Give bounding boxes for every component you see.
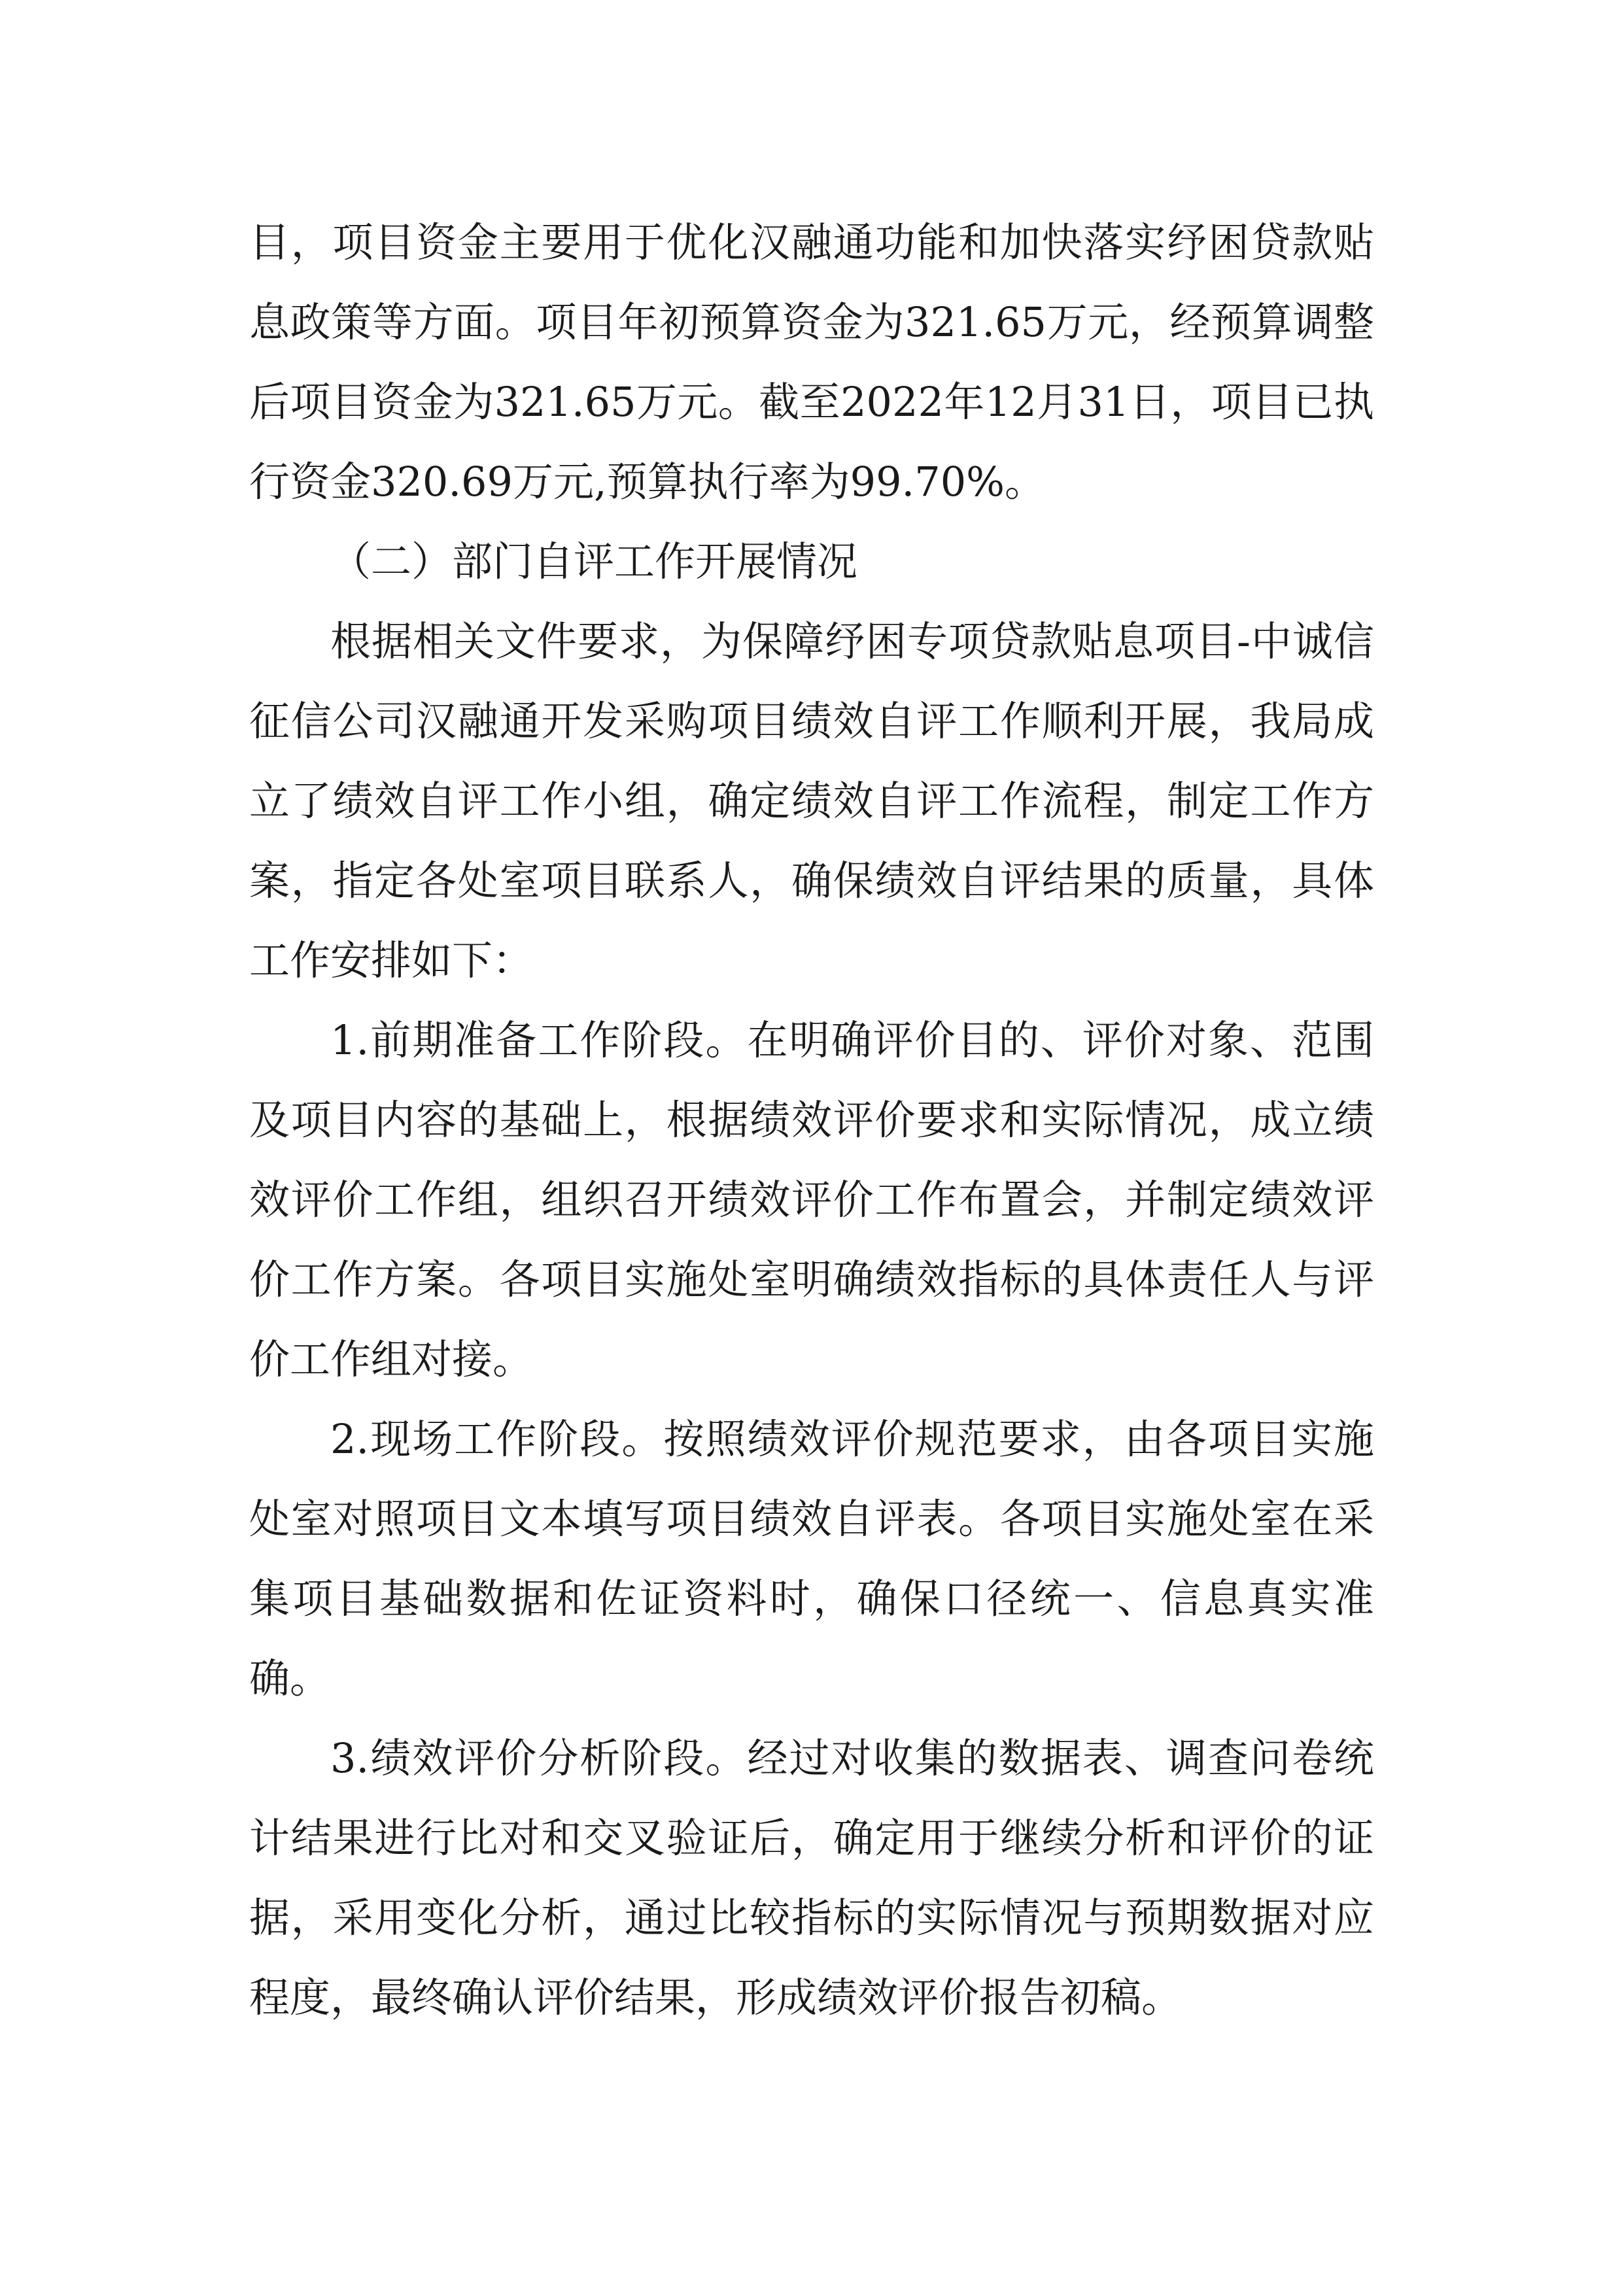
section-heading-self-evaluation: （二）部门自评工作开展情况	[330, 538, 858, 585]
paragraph-onsite-stage: 2.现场工作阶段。按照绩效评价规范要求，由各项目实施处室对照项目文本填写项目绩效自评表。各项目实施处室在采集项目基础数据和佐证资料时，确保口径统一、信息真实准确。	[249, 1415, 1374, 1702]
paragraph-funding-summary: 目，项目资金主要用于优化汉融通功能和加快落实纾困贷款贴息政策等方面。项目年初预算资金为321.65万元，经预算调整后项目资金为321.65万元。截至2022年12月31日，项目已执行资金320.69万元,预算执行率为99.70%。	[249, 218, 1374, 505]
document-body	[249, 203, 1374, 2038]
paragraph-preparation-stage: 1.前期准备工作阶段。在明确评价目的、评价对象、范围及项目内容的基础上，根据绩效评价要求和实际情况，成立绩效评价工作组，组织召开绩效评价工作布置会，并制定绩效评价工作方案。各项目实施处室明确绩效指标的具体责任人与评价工作组对接。	[249, 1016, 1374, 1383]
paragraph-self-evaluation-overview: 根据相关文件要求，为保障纾困专项贷款贴息项目-中诚信征信公司汉融通开发采购项目绩效自评工作顺利开展，我局成立了绩效自评工作小组，确定绩效自评工作流程，制定工作方案，指定各处室项目联系人，确保绩效自评结果的质量，具体工作安排如下：	[249, 617, 1374, 984]
paragraph-analysis-stage: 3.绩效评价分析阶段。经过对收集的数据表、调查问卷统计结果进行比对和交叉验证后，确定用于继续分析和评价的证据，采用变化分析，通过比较指标的实际情况与预期数据对应程度，最终确认评价结果，形成绩效评价报告初稿。	[249, 1734, 1374, 2021]
